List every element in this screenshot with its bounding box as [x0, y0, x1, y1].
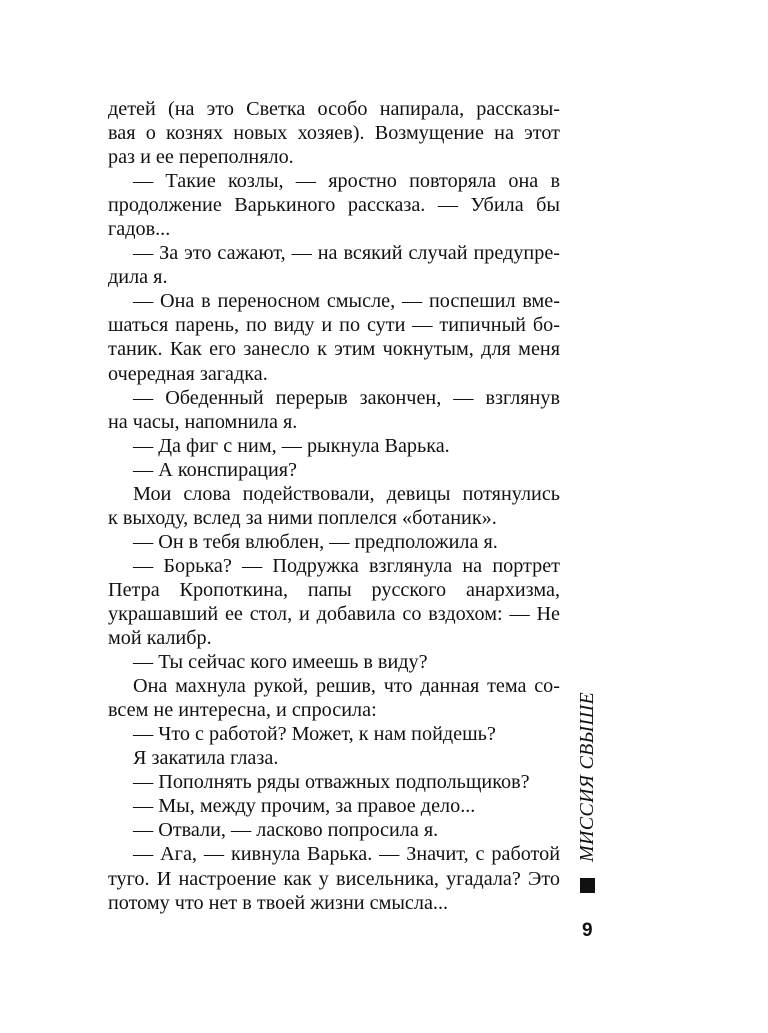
- text-line: — Она в переносном смысле, — поспешил вме-: [133, 290, 560, 313]
- text-line: раз и ее переполняло.: [108, 146, 294, 169]
- body-text: [108, 97, 560, 915]
- text-line: очередная загадка.: [108, 362, 268, 385]
- book-title-vertical: МИССИЯ СВЫШЕ: [576, 691, 598, 862]
- text-line: — А конспирация?: [133, 458, 298, 481]
- text-line: — Обеденный перерыв закончен, — взглянув: [133, 386, 560, 409]
- text-line: шаться парень, по виду и по сути — типичный бо-: [108, 314, 560, 337]
- text-line: к выходу, вслед за ними поплелся «ботаник».: [108, 506, 497, 529]
- text-line: — Да фиг с ним, — рыкнула Варька.: [133, 434, 450, 457]
- text-line: детей (на это Светка особо напирала, рассказы-: [108, 98, 560, 120]
- black-square-marker: [580, 878, 595, 893]
- text-line: — Отвали, — ласково попросила я.: [133, 819, 439, 842]
- page-number: 9: [582, 920, 593, 941]
- text-line: дила я.: [108, 266, 168, 289]
- text-line: — Борька? — Подружка взглянула на портрет: [133, 554, 560, 577]
- text-line: всем не интересна, и спросила:: [108, 699, 377, 722]
- text-line: — Ага, — кивнула Варька. — Значит, с работой: [133, 843, 560, 866]
- text-line: — Такие козлы, — яростно повторяла она в: [133, 170, 560, 193]
- text-line: — Ты сейчас кого имеешь в виду?: [133, 651, 428, 674]
- text-line: — Что с работой? Может, к нам пойдешь?: [133, 723, 496, 746]
- text-line: гадов...: [108, 218, 171, 241]
- text-line: Она махнула рукой, решив, что данная тема со-: [133, 675, 560, 698]
- text-line: Мои слова подействовали, девицы потянулись: [133, 482, 560, 505]
- text-line: украшавший ее стол, и добавила со вздохом: — Не: [108, 602, 560, 625]
- text-line: — За это сажают, — на всякий случай предупре-: [133, 242, 560, 265]
- text-line: на часы, напомнила я.: [108, 410, 298, 433]
- text-line: — Он в тебя влюблен, — предположила я.: [133, 530, 498, 553]
- text-line: таник. Как его занесло к этим чокнутым, для меня: [108, 338, 560, 361]
- text-line: туго. И настроение как у висельника, угадала? Это: [108, 867, 560, 890]
- text-line: — Пополнять ряды отважных подпольщиков?: [133, 771, 530, 794]
- text-line: Петра Кропоткина, папы русского анархизма,: [108, 578, 560, 601]
- text-line: продолжение Варькиного рассказа. — Убила бы: [108, 194, 560, 217]
- text-line: мой калибр.: [108, 627, 212, 650]
- text-line: — Мы, между прочим, за правое дело...: [133, 795, 476, 818]
- text-line: вая о кознях новых хозяев). Возмущение на этот: [108, 122, 560, 145]
- text-line: потому что нет в твоей жизни смысла...: [108, 891, 449, 914]
- text-line: Я закатила глаза.: [133, 747, 279, 770]
